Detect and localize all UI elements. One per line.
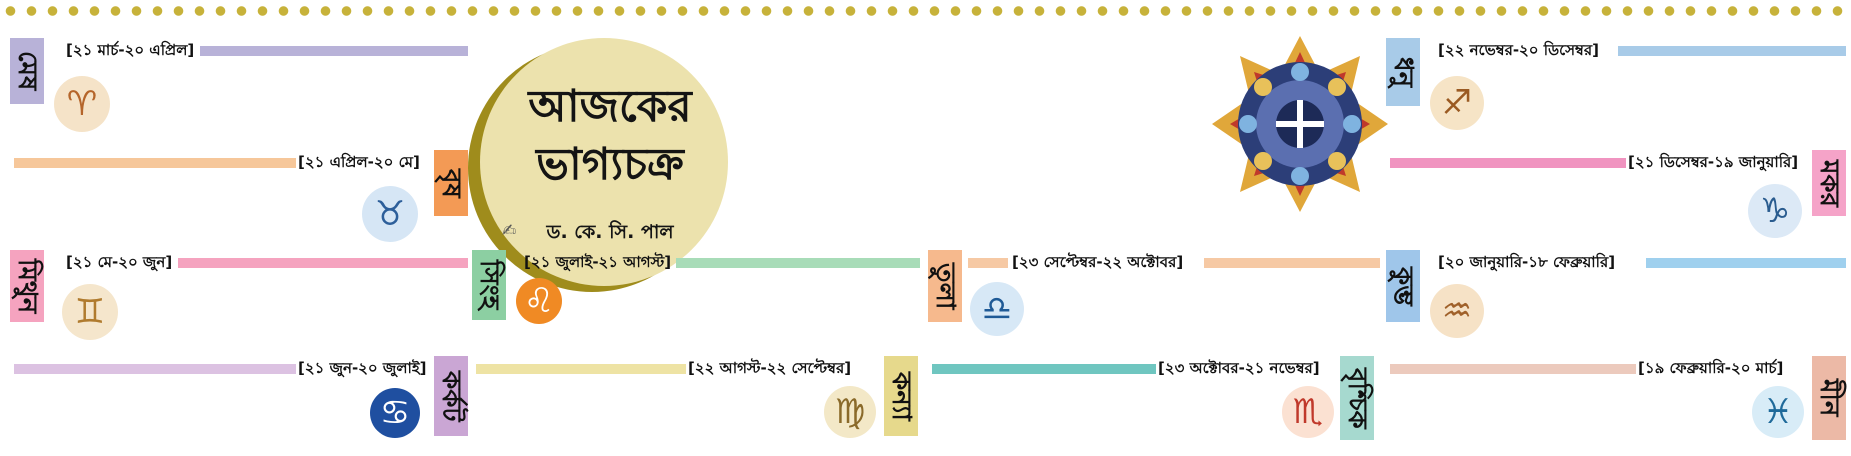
title-line-1: আজকের [528,81,692,132]
color-strip-makar [1390,158,1626,168]
sign-name-kumbha: কুম্ভ [1388,266,1418,306]
pisces-icon: ♓ [1752,386,1804,438]
sign-block-dhanu [1386,38,1846,146]
libra-icon: ♎ [970,282,1024,336]
sign-text-tula [1032,276,1380,348]
capricorn-icon: ♑ [1748,184,1802,238]
sign-text-brishchik [932,382,1276,452]
sign-block-brishchik [928,356,1380,454]
color-strip-dhanu [1618,46,1846,56]
sign-name-dhanu: ধনু [1388,56,1418,88]
sign-tab-kanya [884,356,918,436]
color-strip-mithun [178,258,468,268]
color-strip-singha [676,258,920,268]
sign-dates-dhanu: [ ২২ নভেম্বর-২০ ডিসেম্বর ] [1438,40,1616,60]
sign-tab-kumbha [1386,250,1420,322]
sign-name-karkat: কর্কট [436,370,466,422]
sign-block-kanya [472,356,920,454]
color-strip-kanya [476,364,686,374]
sign-block-mithun [10,250,468,352]
sign-dates-kumbha: [ ২০ জানুয়ারি-১৮ ফেব্রুয়ারি ] [1438,252,1643,272]
page-title [510,78,710,194]
sign-tab-brishchik [1340,356,1374,440]
sign-text-mithun [126,276,468,350]
sign-dates-mithun: [ ২১ মে-২০ জুন ] [66,252,176,272]
birthday-intro-text [755,40,1225,250]
sign-tab-mesh [10,38,44,104]
aries-icon: ♈ [54,76,110,132]
sign-block-meen [1386,356,1846,454]
sign-name-meen: মীন [1814,379,1844,417]
pen-icon: ✍ [502,221,517,241]
title-line-2: ভাগ্যচক্র [536,139,684,190]
sign-dates-kanya: [ ২২ আগস্ট-২২ সেপ্টেম্বর ] [688,358,863,378]
sign-name-brishchik: বৃশ্চিক [1342,367,1372,429]
sign-dates-tula: [ ২৩ সেপ্টেম্বর-২২ অক্টোবর ] [1012,252,1202,272]
color-strip-brisha [14,158,296,168]
sign-text-kumbha [1490,276,1846,350]
sign-text-meen [1390,382,1746,452]
color-strip-meen [1390,364,1636,374]
sign-dates-meen: [ ১৯ ফেব্রুয়ারি-২০ মার্চ ] [1638,358,1813,378]
sign-tab-makar [1812,150,1846,216]
color-strip-kumbha [1646,258,1846,268]
sign-block-makar [1386,150,1846,246]
sign-name-makar: মকর [1814,159,1844,207]
aquarius-icon: ♒ [1430,284,1484,338]
cancer-icon: ♋ [370,388,420,438]
sign-block-karkat [10,356,468,454]
sagittarius-icon: ♐ [1430,76,1484,130]
sign-name-tula: তুলা [930,262,960,310]
sign-tab-dhanu [1386,38,1420,106]
sign-dates-makar: [ ২১ ডিসেম্বর-১৯ জানুয়ারি ] [1628,152,1813,172]
sign-block-tula [928,250,1380,350]
sign-tab-meen [1812,356,1846,440]
sign-text-singha [572,276,920,348]
virgo-icon: ♍ [824,386,876,438]
scorpio-icon: ♏ [1282,386,1334,438]
sign-name-singha: সিংহ [474,260,504,310]
sign-tab-brisha [434,150,468,216]
gemini-icon: ♊ [62,284,118,340]
sign-tab-mithun [10,250,44,322]
sign-block-singha [472,250,920,350]
sign-dates-singha: [ ২১ জুলাই-২১ আগস্ট ] [524,252,674,272]
sign-tab-singha [472,250,506,320]
sign-dates-mesh: [ ২১ মার্চ-২০ এপ্রিল ] [66,40,266,60]
sign-tab-tula [928,250,962,322]
sign-dates-brisha: [ ২১ এপ্রিল-২০ মে ] [298,152,433,172]
sign-name-kanya: কন্যা [886,371,916,421]
sign-text-karkat [14,382,364,452]
sign-name-mesh: মেষ [12,51,42,91]
color-strip-karkat [14,364,296,374]
sign-text-dhanu [1490,64,1846,144]
sign-text-kanya [476,382,820,452]
sign-text-makar [1390,176,1742,244]
sign-dates-brishchik: [ ২৩ অক্টোবর-২১ নভেম্বর ] [1158,358,1338,378]
taurus-icon: ♉ [362,186,418,242]
color-strip-mesh [200,46,468,56]
sign-text-mesh [118,64,468,146]
sign-tab-karkat [434,356,468,436]
author-byline: ড. কে. সি. পাল [546,221,674,243]
sign-block-brisha [10,150,468,246]
sign-text-brisha [14,176,358,244]
sign-block-mesh [10,38,468,148]
sign-dates-karkat: [ ২১ জুন-২০ জুলাই ] [298,358,433,378]
color-strip-tula-left [968,258,1008,268]
color-strip-brishchik [932,364,1156,374]
sign-name-brisha: বৃষ [436,168,466,198]
sign-block-kumbha [1386,250,1846,352]
leo-icon: ♌ [516,278,562,324]
dotted-border [0,4,1851,18]
color-strip-tula [1204,258,1380,268]
zodiac-wheel-icon [1210,34,1390,214]
sign-name-mithun: মিথুন [12,258,42,314]
